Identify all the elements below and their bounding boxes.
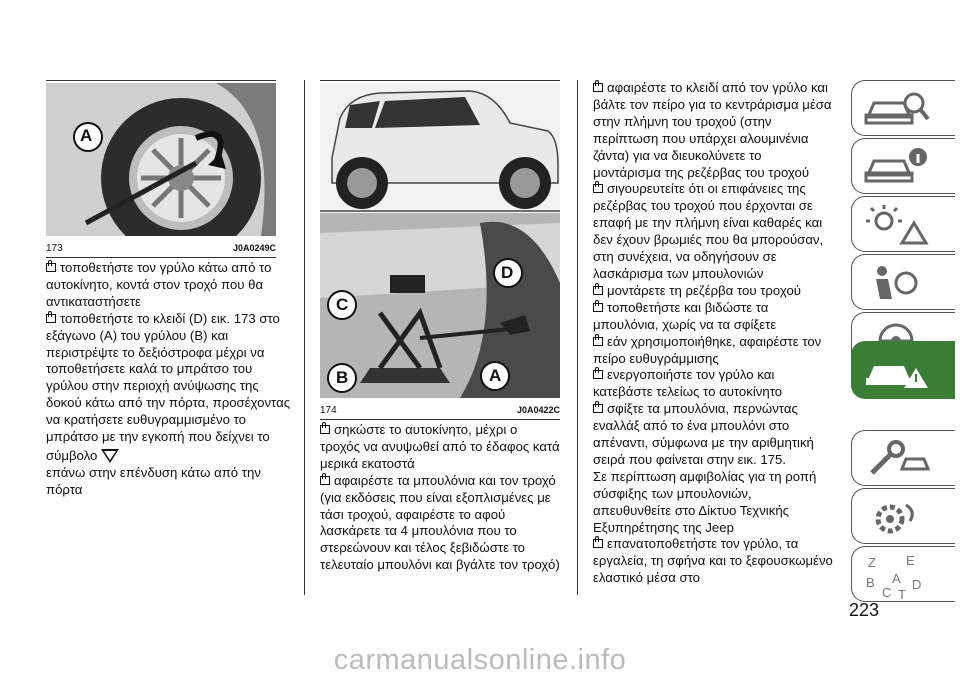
figure-173-image [46,83,276,236]
figure-174-image [320,83,560,398]
figure-bottom-rule [320,419,560,420]
bullet-icon [593,184,603,193]
index-letter-b: B [866,575,875,590]
col1-text [46,260,291,499]
index-letter-e: E [906,553,915,568]
col3-text [593,80,833,587]
bullet-icon [593,286,603,295]
col3-item [593,367,833,401]
figure-174-label-a: A [489,366,502,385]
figure-top-rule [46,80,276,81]
figure-173-code: J0A0249C [232,243,276,253]
figure-173-label-a: A [80,126,93,145]
bullet-icon [593,370,603,379]
figure-174-code: J0A0422C [516,405,560,415]
index-letter-t: T [898,587,906,602]
col3-item-text: επανατοποθετήστε τον γρύλο, τα εργαλεία, τη σφήνα και το ξεφουσκωμένο ελαστικό μέσα στο [593,536,833,586]
bullet-icon [593,303,603,312]
col3-item-text: αφαιρέστε το κλειδί από τον γρύλο και βάλτε τον πείρο για το κεντράρισμα μέσα στην πλήμνη του τροχού (στην περίπτωση που υπάρχει αλουμινένια ζάντα) για να διευκολύνετε το μοντάρισμα της ρεζέρβας του τροχού [593,80,832,180]
figure-174-number: 174 [320,405,337,416]
col2-item-text: σηκώστε το αυτοκίνητο, μέχρι ο τροχός να ανυψωθεί από το έδαφος κατά μερικά εκατοστά [320,422,560,471]
tab-index-letters[interactable] [851,546,955,602]
col3-item [593,536,833,587]
col2-item [320,473,560,574]
tab-wrench-car[interactable] [851,430,955,486]
col3-item-text: σφίξτε τα μπουλόνια, περνώντας εναλλάξ από το ένα μπουλόνι στο απέναντι, σύμφωνα με την αριθμητική σειρά που φαίνεται στην εικ. 175. [593,401,814,467]
col1-item-text: τοποθετήστε το κλειδί (D) εικ. 173 στο εξάγωνο (A) του γρύλου (B) και περιστρέψτε το δεξιόστροφα μέχρι να τοποθετήσετε καλά το μπράτσο του γρύλου στην περιοχή ανύψωσης της δοκού κάτω από την πόρτα, προσέχοντας να κρατήσετε ευθυγραμμισμένο το μπράτσο με την εγκοπή που δείχνει το σύμβολο [46,310,291,463]
col3-item-text: Σε περίπτωση αμφιβολίας για τη ροπή σύσφιξης των μπουλονιών, απευθυνθείτε στο Δίκτυο Τεχνικής Εξυπηρέτησης της Jeep [593,468,817,535]
figure-top-rule [320,80,560,81]
col3-item [593,401,833,469]
col3-item-text: τοποθετήστε και βιδώστε τα μπουλόνια, χωρίς να τα σφίξετε [593,299,777,332]
bullet-icon [320,476,330,485]
page-number: 223 [849,600,880,620]
car-search-icon [862,87,932,131]
figure-bottom-rule [46,257,276,258]
bullet-icon [593,83,603,92]
car-info-icon [862,145,932,189]
figure-174-label-b: B [336,368,349,387]
bullet-icon [593,337,603,346]
watermark: carmanualsonline.info [333,644,627,676]
airbag-icon [862,261,932,305]
figure-173-number: 173 [46,243,63,254]
gear-settings-icon [862,495,932,539]
col3-item [593,283,833,300]
tab-airbag[interactable] [851,254,955,310]
tab-car-search[interactable] [851,80,955,136]
col1-item [46,465,291,499]
bullet-icon [320,425,330,434]
col2-text [320,422,560,574]
tab-car-info[interactable] [851,138,955,194]
figure-174-label-c: C [336,295,349,314]
col1-item-text: επάνω στην επένδυση κάτω από την πόρτα [46,464,261,497]
col1-item [46,311,291,465]
col3-item-text: σιγουρευτείτε ότι οι επιφάνειες της ρεζέρβας του τροχού που έρχονται σε επαφή με την πλήμνη είναι καθαρές και δεν έχουν βρωμιές που θα μπορούσαν, στη συνέχεια, να οδηγήσουν σε λασκάρισμα των μπουλονιών [593,181,824,281]
column-divider [577,80,578,595]
col3-item [593,469,833,537]
tab-gear-settings[interactable] [851,488,955,544]
col3-item-text: ενεργοποιήστε τον γρύλο και κατεβάστε τελείως το αυτοκίνητο [593,367,783,400]
col3-item-text: μοντάρετε τη ρεζέρβα του τροχού [607,282,801,298]
col3-item [593,181,833,282]
bullet-icon [46,263,56,272]
tab-roadside-emergency[interactable] [851,341,955,399]
figure-174-caption [320,405,560,416]
col3-item-text: εάν χρησιμοποιήθηκε, αφαιρέστε τον πείρο ευθυγράμμισης [593,333,822,366]
wrench-car-icon [862,437,932,481]
bullet-icon [46,314,56,323]
col1-item [46,260,291,311]
col2-item [320,422,560,473]
column-divider [304,80,305,595]
warning-triangle-icon [101,449,119,463]
figure-173-caption [46,243,276,254]
index-letter-c: C [882,585,892,600]
bullet-icon [593,404,603,413]
figure-174-label-d: D [501,263,514,282]
light-warning-icon [862,203,932,247]
col3-item [593,334,833,368]
index-letter-z: Z [868,555,876,570]
chapter-sidebar [845,0,960,678]
col3-item [593,300,833,334]
roadside-emergency-icon [862,348,932,392]
col2-item-text: αφαιρέστε τα μπουλόνια και τον τροχό (για εκδόσεις που είναι εξοπλισμένες με τάσι τροχού, αφαιρέστε το αφού λασκάρετε τα 4 μπουλόνια που το στερεώνουν και τέλος ξεβιδώστε το τελευταίο μπουλόνι και βγάλτε τον τροχό) [320,472,560,573]
index-letter-d: D [912,577,922,592]
bullet-icon [593,539,603,548]
index-letter-a: A [892,571,901,586]
col3-item [593,80,833,181]
index-letters-icon [862,553,932,603]
tab-light-warning[interactable] [851,196,955,252]
col1-item-text: τοποθετήστε τον γρύλο κάτω από το αυτοκίνητο, κοντά στον τροχό που θα αντικαταστήσετε [46,260,272,309]
